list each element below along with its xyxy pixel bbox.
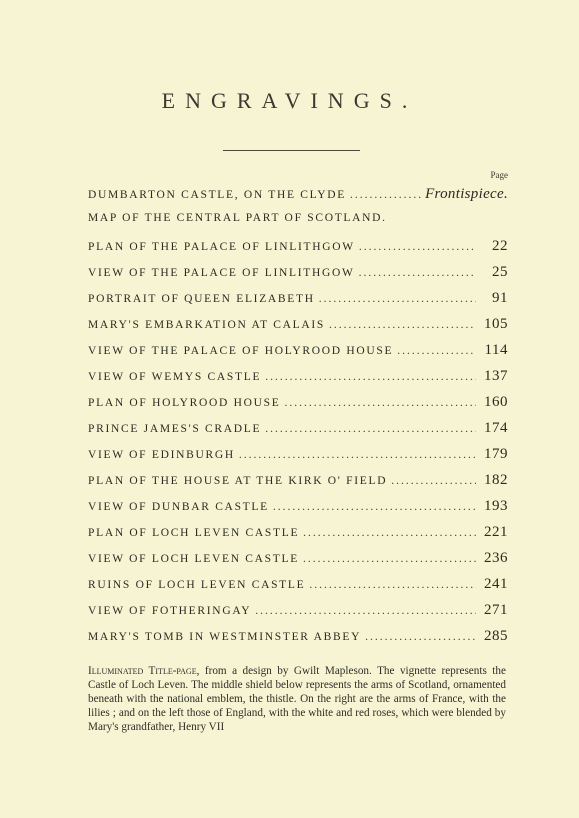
leader-dots [303,527,476,539]
engraving-entry [88,524,508,550]
engraving-page-number: 182 [484,472,508,488]
note-text: from a design by Gwilt Mapleson. The vignette represents the Castle of Loch Leven. The middle shield below represents the arms of Scotland, ornamented beneath with the national emblem, the thistle. On the right are the arms of France, with the lilies ; and on the left those of England, with the white and red roses, which were blended by Mary's grandfather, Henry VII [88,665,506,733]
engraving-page-number: 105 [484,316,508,332]
engraving-page-number: 193 [484,498,508,514]
engraving-entry [88,186,508,212]
leader-dots [265,371,476,383]
leader-dots [391,475,476,487]
engraving-title: PLAN OF THE PALACE OF LINLITHGOW [88,241,355,253]
engraving-entry [88,316,508,342]
engraving-entry [88,446,508,472]
engraving-page-number: 236 [484,550,508,566]
leader-dots [329,319,476,331]
engraving-entry [88,394,508,420]
engraving-page-number: 91 [492,290,508,306]
engraving-title: MARY'S EMBARKATION AT CALAIS [88,319,326,331]
engraving-page-number: 25 [492,264,508,280]
engraving-page-number: 137 [484,368,508,384]
leader-dots [309,579,476,591]
engraving-page-number: 114 [484,342,508,358]
engraving-entry [88,550,508,576]
leader-dots [284,397,476,409]
engraving-page-number: Frontispiece. [425,186,508,202]
engraving-entry [88,420,508,446]
engraving-page-number: 285 [484,628,508,644]
page-column-header: Page [490,170,508,180]
engraving-page-number: 241 [484,576,508,592]
leader-dots [397,345,476,357]
engraving-title: VIEW OF EDINBURGH [88,449,235,461]
leader-dots [303,553,476,565]
engraving-title: VIEW OF THE PALACE OF LINLITHGOW [88,267,355,279]
engraving-title: VIEW OF DUNBAR CASTLE [88,501,269,513]
page-title: ENGRAVINGS. [161,88,418,113]
engraving-title: PORTRAIT OF QUEEN ELIZABETH [88,293,315,305]
engraving-page-number: 174 [484,420,508,436]
leader-dots [359,241,476,253]
engraving-title: PLAN OF THE HOUSE AT THE KIRK O' FIELD [88,475,388,487]
title-page-note [88,664,506,734]
engraving-title: VIEW OF FOTHERINGAY [88,605,252,617]
engraving-page-number: 271 [484,602,508,618]
leader-dots [350,189,421,201]
engraving-entry [88,290,508,316]
engraving-page-number: 22 [492,238,508,254]
leader-dots [273,501,476,513]
engraving-page-number: 221 [484,524,508,540]
engraving-title: PLAN OF LOCH LEVEN CASTLE [88,527,300,539]
engraving-title: PLAN OF HOLYROOD HOUSE [88,397,281,409]
engraving-title: PRINCE JAMES'S CRADLE [88,423,262,435]
title-rule [223,150,360,151]
engraving-page-number: 179 [484,446,508,462]
leader-dots [265,423,476,435]
engravings-list [88,186,508,654]
engraving-title: RUINS OF LOCH LEVEN CASTLE [88,579,306,591]
engraving-page-number: 160 [484,394,508,410]
engraving-title: VIEW OF WEMYS CASTLE [88,371,262,383]
engraving-entry [88,264,508,290]
engraving-entry [88,498,508,524]
engraving-entry [88,628,508,654]
engraving-title: VIEW OF THE PALACE OF HOLYROOD HOUSE [88,345,394,357]
note-lead: Illuminated Title-page, [88,665,200,677]
engraving-title: MARY'S TOMB IN WESTMINSTER ABBEY [88,631,362,643]
leader-dots [319,293,476,305]
engraving-title: MAP OF THE CENTRAL PART OF SCOTLAND. [88,212,387,224]
engraving-entry [88,238,508,264]
engraving-entry [88,602,508,628]
leader-dots [239,449,476,461]
leader-dots [255,605,476,617]
leader-dots [359,267,476,279]
engraving-entry [88,576,508,602]
engraving-title: VIEW OF LOCH LEVEN CASTLE [88,553,299,565]
engraving-entry [88,212,508,238]
engraving-entry [88,368,508,394]
engraving-entry [88,342,508,368]
leader-dots [365,631,476,643]
engraving-entry [88,472,508,498]
engraving-title: DUMBARTON CASTLE, ON THE CLYDE [88,189,346,201]
